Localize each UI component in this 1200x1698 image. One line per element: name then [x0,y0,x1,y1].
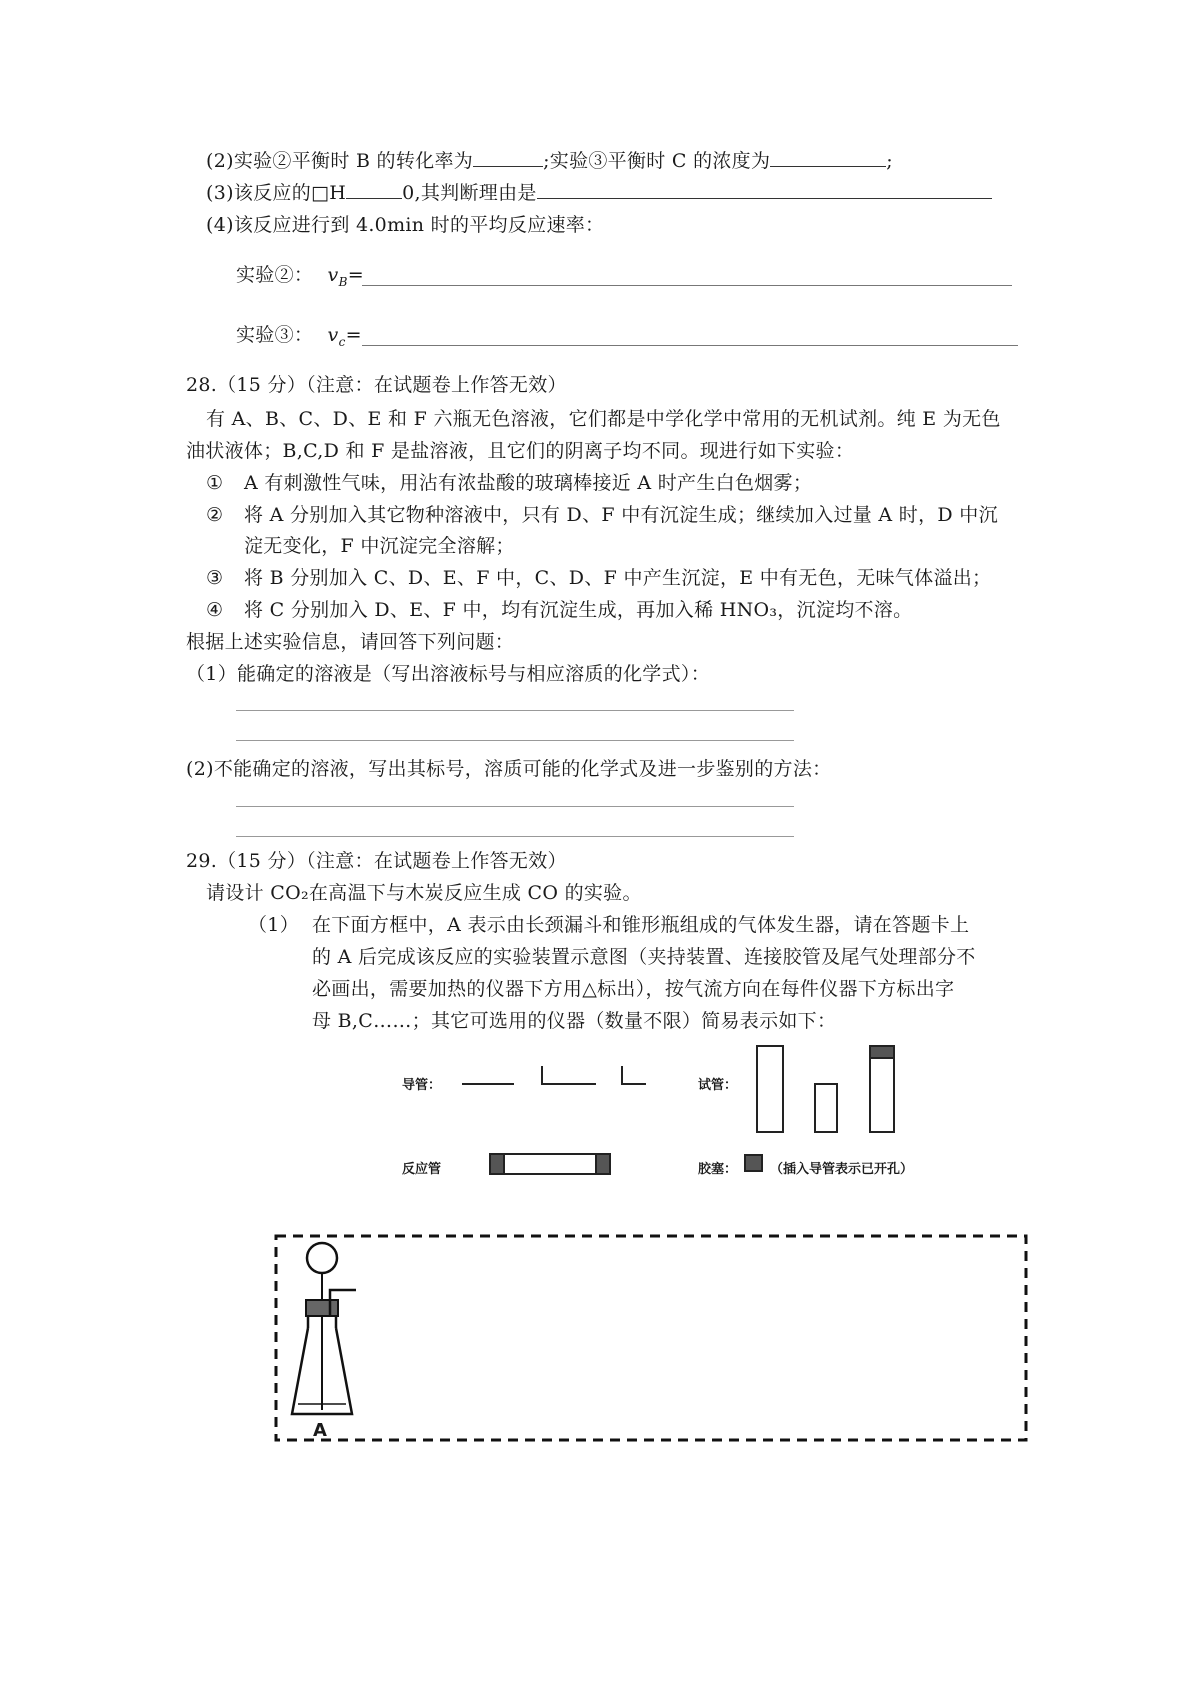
answer-line[interactable] [236,740,794,741]
q27-part2-text-c: ; [886,150,893,172]
q28-item-1 [206,470,812,496]
answer-line[interactable] [362,345,1018,346]
reaction-tube-label: 反应管 [402,1162,442,1177]
rate-symbol: v [327,264,339,286]
q28-item-2 [206,502,998,528]
item-number: ③ [206,567,224,589]
stopper-note: （插入导管表示已开孔） [770,1162,914,1177]
equals-sign: = [345,324,362,346]
apparatus-a-label: A [313,1420,328,1441]
equals-sign: = [347,264,364,286]
rate-symbol: v [327,324,339,346]
item-number: ① [206,472,224,494]
answer-blank[interactable] [537,180,992,199]
q29-sub1-line2: 的 A 后完成该反应的实验装置示意图（夹持装置、连接胶管及尾气处理部分不 [312,946,976,968]
item-text: 将 A 分别加入其它物种溶液中，只有 D、F 中有沉淀生成；继续加入过量 A 时，D 中沉 [244,504,998,526]
answer-blank[interactable] [346,180,402,199]
q28-item-2-cont [206,533,515,559]
q28-sub2: (2)不能确定的溶液，写出其标号，溶质可能的化学式及进一步鉴别的方法： [186,758,832,780]
q29-sub1-line3: 必画出，需要加热的仪器下方用△标出），按气流方向在每件仪器下方标出字 [312,978,955,1000]
q29-sub1-line4: 母 B,C……；其它可选用的仪器（数量不限）简易表示如下： [312,1010,837,1032]
q28-summary: 根据上述实验信息，请回答下列问题： [186,631,515,653]
answer-blank[interactable] [473,148,543,167]
item-text: 将 C 分别加入 D、E、F 中，均有沉淀生成，再加入稀 HNO₃，沉淀均不溶。 [244,599,913,621]
q28-intro-line1: 有 A、B、C、D、E 和 F 六瓶无色溶液，它们都是中学化学中常用的无机试剂。纯 E 为无色 [206,408,1001,430]
answer-line[interactable] [362,285,1012,286]
item-number: ④ [206,599,224,621]
test-tubes-figure [755,1044,905,1136]
q28-header: 28.（15 分）（注意：在试题卷上作答无效） [186,374,567,396]
reaction-tube-figure [488,1150,613,1178]
q28-sub1: （1）能确定的溶液是（写出溶液标号与相应溶质的化学式）： [186,663,710,685]
item-text: A 有刺激性气味，用沾有浓盐酸的玻璃棒接近 A 时产生白色烟雾； [244,472,813,494]
q27-part2-text-b: ;实验③平衡时 C 的浓度为 [543,150,771,172]
q27-part3-text-b: 0,其判断理由是 [402,182,537,204]
q27-part4: (4)该反应进行到 4.0min 时的平均反应速率： [206,214,605,236]
q28-item-4 [206,597,912,623]
glass-tubes-figure [460,1058,650,1098]
gas-generator-figure [290,1236,400,1436]
stopper-label: 胶塞： [698,1162,738,1177]
q29-sub1-number: （1） [248,914,299,936]
rate-exp3-label: 实验③： [236,324,314,346]
q28-item-3 [206,565,991,591]
rate-subscript: c [338,335,346,349]
tube-label: 导管： [402,1078,442,1093]
answer-line[interactable] [236,710,794,711]
q27-part3-text-a: (3)该反应的□H [206,182,347,204]
rate-exp2 [236,262,364,290]
stopper-figure [743,1153,765,1175]
q27-part3 [206,180,992,206]
q27-part2-text-a: (2)实验②平衡时 B 的转化率为 [206,150,474,172]
q28-intro-line2: 油状液体；B,C,D 和 F 是盐溶液，且它们的阴离子均不同。现进行如下实验： [186,440,855,462]
test-tube-label: 试管： [698,1078,738,1093]
item-number: ② [206,504,224,526]
answer-line[interactable] [236,836,794,837]
item-text: 淀无变化，F 中沉淀完全溶解； [244,535,515,557]
q29-header: 29.（15 分）（注意：在试题卷上作答无效） [186,850,567,872]
q29-sub1-line1: 在下面方框中，A 表示由长颈漏斗和锥形瓶组成的气体发生器，请在答题卡上 [312,914,970,936]
rate-exp2-label: 实验②： [236,264,314,286]
item-text: 将 B 分别加入 C、D、E、F 中，C、D、F 中产生沉淀，E 中有无色，无味气体溢出； [244,567,992,589]
answer-blank[interactable] [770,148,886,167]
rate-exp3 [236,322,362,350]
rate-subscript: B [338,275,348,289]
answer-line[interactable] [236,806,794,807]
q27-part2 [206,148,893,174]
q29-intro: 请设计 CO₂在高温下与木炭反应生成 CO 的实验。 [206,882,642,904]
